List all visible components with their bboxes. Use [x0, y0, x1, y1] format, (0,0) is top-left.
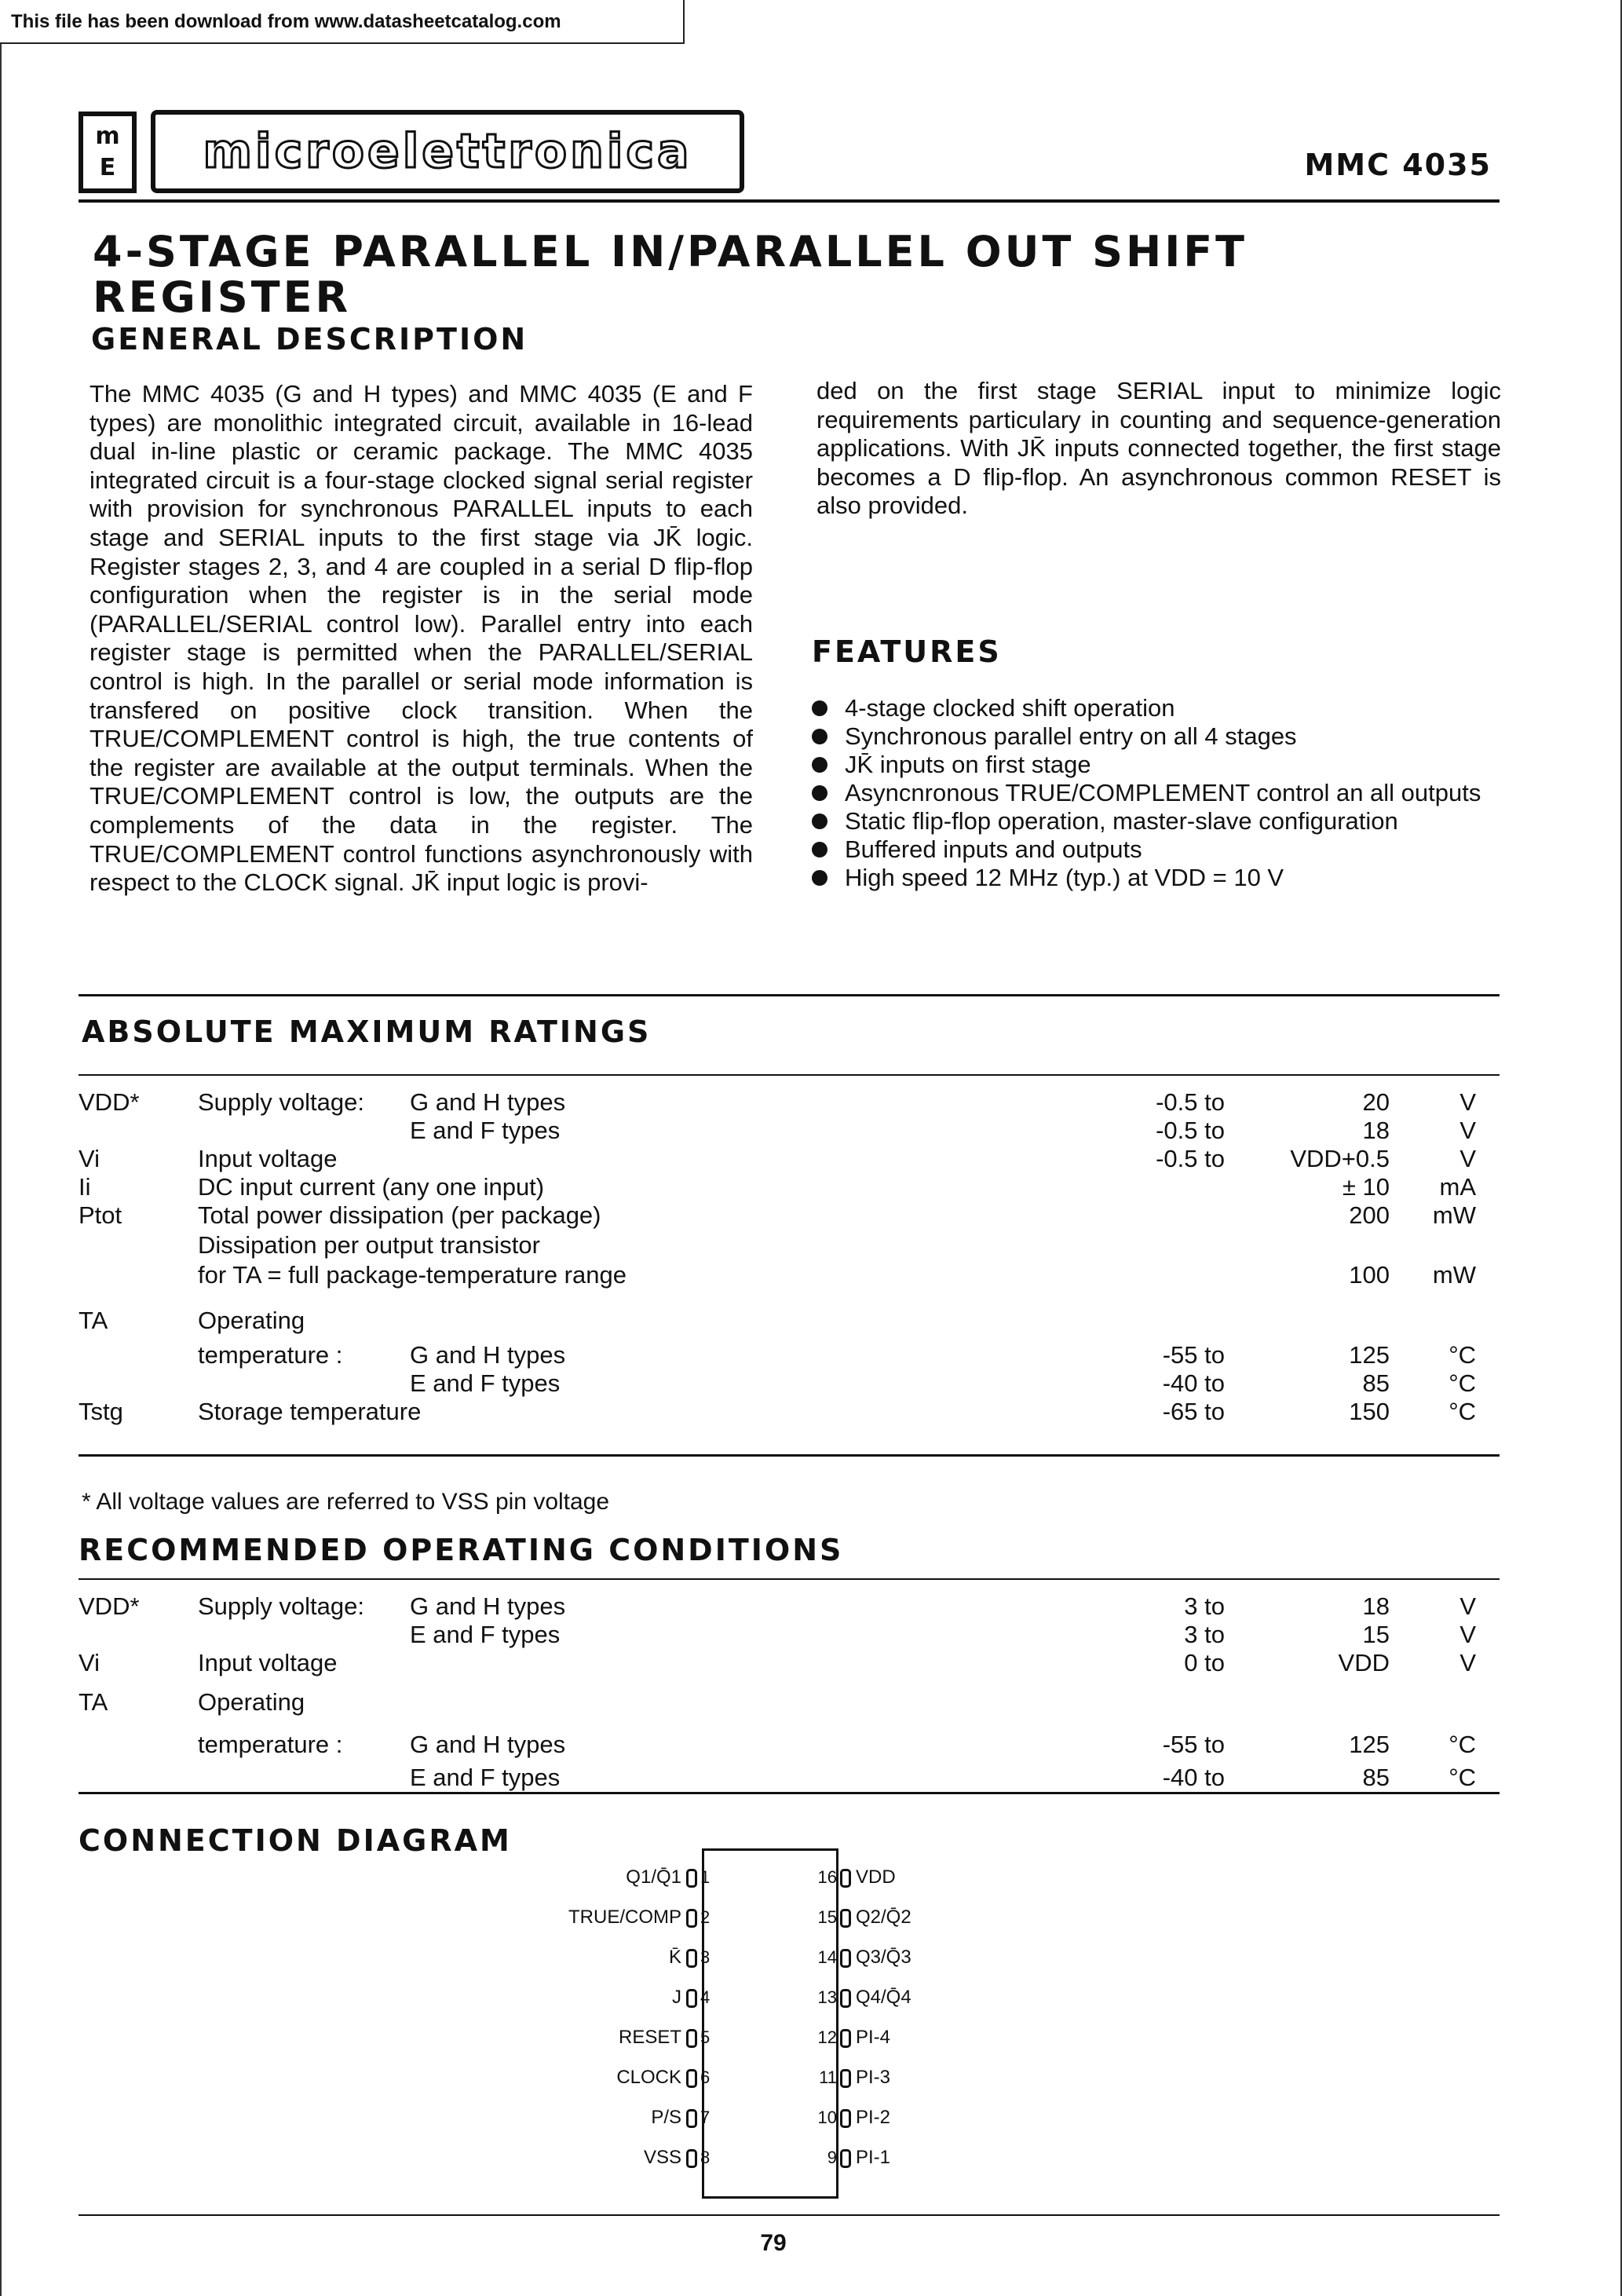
spec-min: 3 to — [1184, 1621, 1225, 1648]
spec-subtype: G and H types — [410, 1341, 566, 1369]
spec-unit: V — [1459, 1592, 1476, 1620]
spec-max: 85 — [1362, 1764, 1390, 1791]
spec-max: 20 — [1362, 1088, 1390, 1116]
page-title: 4-STAGE PARALLEL IN/PARALLEL OUT SHIFT REGISTER — [93, 227, 1248, 322]
pin-name: PI-4 — [856, 2027, 891, 2048]
pin-left-5 — [493, 2026, 714, 2049]
pin-name: PI-3 — [856, 2067, 891, 2088]
pin-right-16 — [813, 1866, 896, 1889]
spec-symbol: TA — [79, 1688, 108, 1716]
pin-pad — [686, 1869, 697, 1888]
spec-min: 3 to — [1184, 1592, 1225, 1620]
spec-max: 125 — [1349, 1731, 1390, 1758]
bullet-icon — [812, 729, 827, 744]
pin-pad — [686, 1949, 697, 1968]
spec-max: VDD — [1338, 1649, 1390, 1676]
spec-unit: °C — [1448, 1731, 1476, 1758]
pin-right-13 — [813, 1986, 911, 2009]
spec-symbol: Vi — [79, 1649, 100, 1676]
spec-max: 18 — [1362, 1117, 1390, 1144]
pin-number: 5 — [700, 2027, 711, 2047]
pin-number: 13 — [817, 1987, 837, 2007]
pin-left-4 — [493, 1986, 714, 2009]
pin-pad — [840, 1949, 851, 1968]
spec-description: Operating — [198, 1688, 305, 1716]
pin-right-12 — [813, 2026, 890, 2049]
table-rule — [79, 1454, 1500, 1457]
pin-name: Q3/Q̄3 — [856, 1947, 911, 1968]
spec-description: Operating — [198, 1307, 305, 1334]
spec-row — [79, 1088, 1507, 1117]
spec-max: 15 — [1362, 1621, 1390, 1648]
pin-number: 11 — [819, 2067, 837, 2087]
pin-number: 6 — [700, 2067, 711, 2087]
spec-min: -65 to — [1162, 1398, 1225, 1425]
spec-min: 0 to — [1184, 1649, 1225, 1676]
spec-description: Storage temperature — [198, 1398, 422, 1425]
spec-unit: °C — [1448, 1369, 1476, 1397]
table-rule — [79, 1578, 1500, 1580]
spec-subtype: G and H types — [410, 1731, 566, 1758]
spec-unit: V — [1459, 1621, 1476, 1648]
pin-number: 14 — [817, 1947, 837, 1967]
section-heading-connection: CONNECTION DIAGRAM — [79, 1823, 512, 1858]
section-heading-abs-max: ABSOLUTE MAXIMUM RATINGS — [82, 1015, 652, 1049]
pin-name: RESET — [618, 2027, 681, 2048]
section-heading-recommended: RECOMMENDED OPERATING CONDITIONS — [79, 1533, 844, 1567]
pin-left-1 — [493, 1866, 714, 1889]
spec-unit: mA — [1439, 1173, 1476, 1201]
spec-subtype: E and F types — [410, 1764, 561, 1791]
spec-unit: °C — [1448, 1398, 1476, 1425]
pin-left-6 — [493, 2066, 714, 2089]
spec-min: -40 to — [1162, 1764, 1225, 1791]
spec-min: -0.5 to — [1156, 1145, 1225, 1172]
spec-max: 18 — [1362, 1592, 1390, 1620]
spec-max: 85 — [1362, 1369, 1390, 1397]
pin-left-3 — [493, 1946, 714, 1969]
spec-row — [79, 1341, 1507, 1369]
logo-mark — [79, 112, 137, 193]
spec-row — [79, 1201, 1507, 1230]
header-rule — [79, 199, 1500, 203]
spec-description: temperature : — [198, 1341, 343, 1369]
pin-name: PI-1 — [856, 2147, 891, 2168]
spec-symbol: Ptot — [79, 1201, 122, 1229]
logo-mark-top: m — [95, 122, 120, 150]
spec-max: 150 — [1349, 1398, 1390, 1425]
section-heading-general: GENERAL DESCRIPTION — [91, 322, 528, 356]
pin-number: 9 — [827, 2148, 837, 2167]
spec-min: -0.5 to — [1156, 1088, 1225, 1116]
spec-row — [79, 1173, 1507, 1201]
bullet-icon — [812, 785, 827, 801]
section-heading-features: FEATURES — [812, 634, 1002, 669]
spec-row — [79, 1731, 1507, 1759]
pin-right-9 — [813, 2146, 890, 2170]
spec-max: 200 — [1349, 1201, 1390, 1229]
pin-name: VDD — [856, 1866, 896, 1888]
spec-row — [79, 1145, 1507, 1173]
pin-right-15 — [813, 1906, 911, 1929]
spec-symbol: TA — [79, 1307, 108, 1334]
spec-symbol: Ii — [79, 1173, 91, 1201]
bullet-icon — [812, 842, 827, 857]
spec-subtype: G and H types — [410, 1088, 566, 1116]
feature-item: Asyncnronous TRUE/COMPLEMENT control an all outputs — [812, 779, 1503, 807]
spec-description: Input voltage — [198, 1649, 338, 1676]
feature-item: High speed 12 MHz (typ.) at VDD = 10 V — [812, 864, 1503, 892]
pin-right-14 — [813, 1946, 911, 1969]
spec-symbol: Vi — [79, 1145, 100, 1172]
pin-pad — [840, 2109, 851, 2128]
features-list — [812, 694, 1503, 892]
spec-description: Supply voltage: — [198, 1592, 364, 1620]
spec-unit: mW — [1432, 1201, 1476, 1229]
pin-name: CLOCK — [616, 2067, 681, 2088]
spec-max: 125 — [1349, 1341, 1390, 1369]
bullet-icon — [812, 757, 827, 773]
feature-item: Static flip-flop operation, master-slave configuration — [812, 807, 1503, 835]
pin-left-8 — [493, 2146, 714, 2170]
pin-name: P/S — [651, 2107, 681, 2128]
pin-right-10 — [813, 2106, 890, 2130]
pin-name: Q4/Q̄4 — [856, 1987, 911, 2008]
pin-name: VSS — [643, 2147, 681, 2168]
pin-pad — [686, 2109, 697, 2128]
spec-min: -55 to — [1162, 1341, 1225, 1369]
spec-description: Total power dissipation (per package) — [198, 1201, 601, 1229]
pin-left-2 — [493, 1906, 714, 1929]
description-col2: ded on the first stage SERIAL input to minimize logic requirements particulary in counting and sequence-generation applications. With JK̄ inputs connected together, the first stage becomes a D flip-flop. An asynchronous common RESET is also provided. — [816, 377, 1501, 520]
spec-min: -40 to — [1162, 1369, 1225, 1397]
pin-pad — [840, 1989, 851, 2008]
spec-symbol: Tstg — [79, 1398, 123, 1425]
spec-row — [79, 1688, 1507, 1717]
spec-unit: V — [1459, 1649, 1476, 1676]
spec-max: VDD+0.5 — [1290, 1145, 1390, 1172]
spec-unit: V — [1459, 1145, 1476, 1172]
pin-number: 4 — [700, 1987, 711, 2007]
pin-name: J — [672, 1987, 681, 2008]
page-number: 79 — [760, 2230, 787, 2256]
doc-id: MMC 4035 — [1304, 148, 1492, 182]
pin-name: K̄ — [668, 1947, 681, 1968]
spec-symbol: VDD* — [79, 1592, 140, 1620]
pin-name: TRUE/COMP — [568, 1907, 681, 1928]
section-rule — [79, 994, 1500, 996]
spec-subtype: E and F types — [410, 1117, 561, 1144]
feature-item: Synchronous parallel entry on all 4 stages — [812, 722, 1503, 751]
spec-description: Input voltage — [198, 1145, 338, 1172]
feature-item: 4-stage clocked shift operation — [812, 694, 1503, 722]
spec-symbol: VDD* — [79, 1088, 140, 1116]
spec-description: for TA = full package-temperature range — [198, 1261, 627, 1289]
pin-pad — [840, 2149, 851, 2168]
spec-max: ± 10 — [1342, 1173, 1390, 1201]
spec-unit: V — [1459, 1088, 1476, 1116]
spec-description: Dissipation per output transistor — [198, 1231, 540, 1259]
feature-item: JK̄ inputs on first stage — [812, 751, 1503, 779]
pin-left-7 — [493, 2106, 714, 2130]
pin-pad — [686, 2069, 697, 2088]
pin-pad — [686, 2149, 697, 2168]
pin-pad — [840, 1909, 851, 1928]
pin-number: 7 — [700, 2108, 711, 2127]
spec-subtype: G and H types — [410, 1592, 566, 1620]
spec-unit: mW — [1432, 1261, 1476, 1289]
pin-number: 8 — [700, 2148, 711, 2167]
spec-row — [79, 1261, 1507, 1289]
spec-description: DC input current (any one input) — [198, 1173, 545, 1201]
pin-pad — [686, 2029, 697, 2048]
spec-row — [79, 1592, 1507, 1621]
table-rule — [79, 1074, 1500, 1076]
pin-number: 1 — [700, 1867, 711, 1887]
spec-row — [79, 1231, 1507, 1260]
spec-unit: V — [1459, 1117, 1476, 1144]
spec-description: Supply voltage: — [198, 1088, 364, 1116]
spec-row — [79, 1764, 1507, 1792]
spec-unit: °C — [1448, 1764, 1476, 1791]
pin-number: 10 — [817, 2108, 837, 2127]
pin-pad — [686, 1989, 697, 2008]
pin-name: Q2/Q̄2 — [856, 1907, 911, 1928]
spec-row — [79, 1369, 1507, 1398]
spec-subtype: E and F types — [410, 1621, 561, 1648]
spec-min: -55 to — [1162, 1731, 1225, 1758]
footer-rule — [79, 2214, 1500, 2216]
company-logo: microelettronica — [151, 110, 744, 193]
spec-subtype: E and F types — [410, 1369, 561, 1397]
pin-number: 2 — [700, 1907, 711, 1927]
spec-row — [79, 1649, 1507, 1677]
page-border-left — [0, 44, 2, 2296]
spec-row — [79, 1621, 1507, 1649]
spec-max: 100 — [1349, 1261, 1390, 1289]
spec-row — [79, 1398, 1507, 1426]
pin-pad — [840, 2069, 851, 2088]
spec-row — [79, 1307, 1507, 1335]
pin-pad — [840, 2029, 851, 2048]
spec-description: temperature : — [198, 1731, 343, 1758]
download-banner: This file has been download from www.datasheetcatalog.com — [0, 0, 685, 44]
pin-right-11 — [813, 2066, 890, 2089]
pin-number: 16 — [817, 1867, 837, 1887]
pin-pad — [686, 1909, 697, 1928]
spec-unit: °C — [1448, 1341, 1476, 1369]
table-rule — [79, 1792, 1500, 1794]
spec-row — [79, 1117, 1507, 1145]
pin-pad — [840, 1869, 851, 1888]
feature-item: Buffered inputs and outputs — [812, 835, 1503, 864]
logo-mark-bottom: E — [99, 154, 116, 181]
bullet-icon — [812, 870, 827, 886]
footnote: * All voltage values are referred to VSS pin voltage — [82, 1489, 610, 1515]
pin-name: Q1/Q̄1 — [626, 1866, 681, 1888]
bullet-icon — [812, 813, 827, 829]
bullet-icon — [812, 700, 827, 716]
pin-number: 3 — [700, 1947, 711, 1967]
description-col1: The MMC 4035 (G and H types) and MMC 4035 (E and F types) are monolithic integrated circuit, available in 16-lead dual in-line plastic or ceramic package. The MMC 4035 integrated circuit is a four-stage clocked signal serial register with provision for synchronous PARALLEL inputs to each stage and SERIAL inputs to the first stage via JK̄ logic. Register stages 2, 3, and 4 are coupled in a serial D flip-flop configuration when the register is in the serial mode (PARALLEL/SERIAL control low). Parallel entry into each register stage is permitted when the PARALLEL/SERIAL control is high. In the parallel or serial mode information is transfered on positive clock transition. When the TRUE/COMPLEMENT control is high, the true contents of the register are available at the output terminals. When the TRUE/COMPLEMENT control is low, the outputs are the complements of the data in the register. The TRUE/COMPLEMENT control functions asynchronously with respect to the CLOCK signal. JK̄ input logic is provi- — [90, 380, 753, 897]
pin-name: PI-2 — [856, 2107, 891, 2128]
spec-min: -0.5 to — [1156, 1117, 1225, 1144]
pin-number: 15 — [817, 1907, 837, 1927]
pin-number: 12 — [817, 2027, 837, 2047]
